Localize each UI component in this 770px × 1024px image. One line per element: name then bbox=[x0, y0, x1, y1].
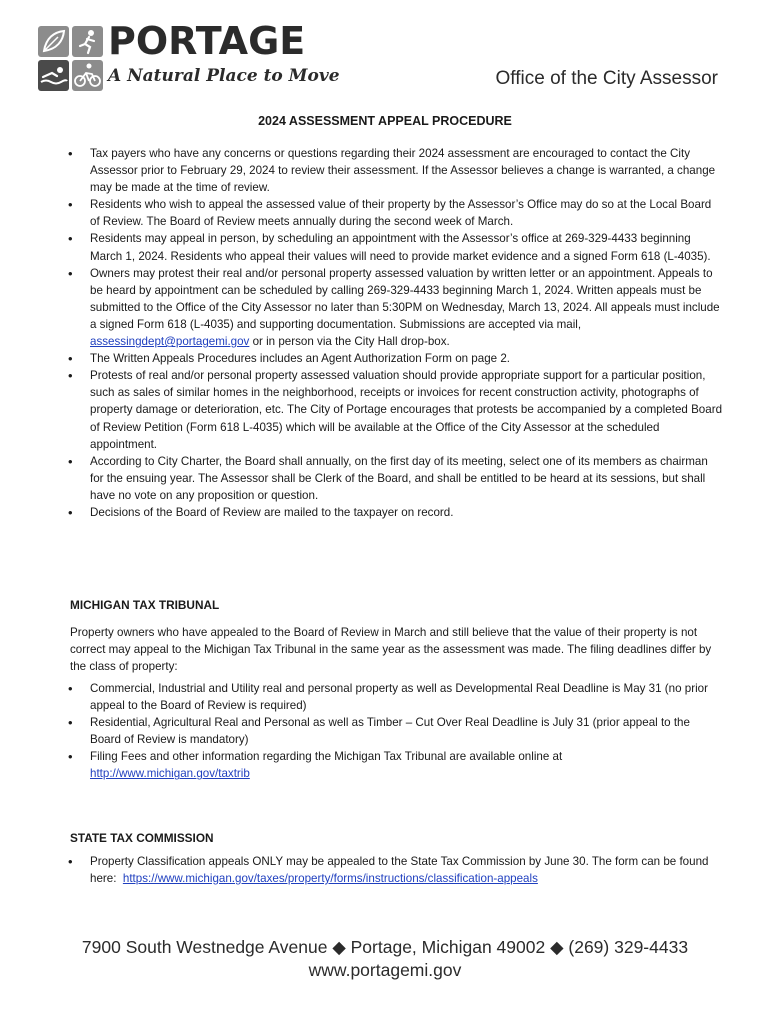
assessing-email-link[interactable]: assessingdept@portagemi.gov bbox=[90, 335, 250, 349]
procedure-list bbox=[90, 145, 724, 521]
tribunal-item: • Commercial, Industrial and Utility real and personal property as well as Developmental Real Deadline is May 31 (no prior appeal to the Board of Review is required) bbox=[90, 680, 724, 714]
office-title: Office of the City Assessor bbox=[495, 68, 718, 89]
tribunal-item: • Residential, Agricultural Real and Personal as well as Timber – Cut Over Real Deadline is July 31 (prior appeal to the Board of Review is mandatory) bbox=[90, 714, 724, 748]
footer-address: 7900 South Westnedge Avenue ◆ Portage, Michigan 49002 ◆ (269) 329-4433 bbox=[81, 937, 689, 957]
leaf-icon bbox=[38, 26, 69, 57]
portage-logo bbox=[38, 19, 340, 92]
cyclist-icon bbox=[72, 60, 103, 91]
stc-item bbox=[90, 853, 724, 887]
stc-heading: STATE TAX COMMISSION bbox=[70, 831, 214, 845]
tribunal-list bbox=[90, 680, 724, 783]
procedure-item: • The Written Appeals Procedures includes an Agent Authorization Form on page 2. bbox=[90, 350, 724, 367]
taxtrib-link[interactable]: http://www.michigan.gov/taxtrib bbox=[90, 767, 250, 781]
procedure-item: • Decisions of the Board of Review are mailed to the taxpayer on record. bbox=[90, 504, 724, 521]
procedure-item bbox=[90, 265, 724, 350]
logo-wordmark: PORTAGE bbox=[108, 19, 306, 63]
footer-website: www.portagemi.gov bbox=[308, 960, 462, 980]
tribunal-intro: Property owners who have appealed to the Board of Review in March and still believe that the value of their property is not correct may appeal to the Michigan Tax Tribunal in the same year as the assessment was made. The filing deadlines differ by the class of property: bbox=[70, 626, 712, 674]
logo-tagline: A Natural Place to Move bbox=[108, 66, 340, 86]
procedure-item-text: or in person via the City Hall drop-box. bbox=[249, 335, 450, 349]
classification-appeals-link[interactable]: https://www.michigan.gov/taxes/property/forms/instructions/classification-appeals bbox=[122, 872, 538, 886]
procedure-item: • Tax payers who have any concerns or questions regarding their 2024 assessment are encouraged to contact the City Assessor prior to February 29, 2024 to review their assessment. If the Assessor believes a change is warranted, a change may be made at the time of review. bbox=[90, 145, 724, 196]
document-title: 2024 ASSESSMENT APPEAL PROCEDURE bbox=[258, 114, 512, 128]
stc-text: Property Classification appeals ONLY may be appealed to the State Tax Commission by June 30. The form can be found here: bbox=[90, 855, 709, 886]
stc-list bbox=[90, 853, 724, 887]
runner-icon bbox=[72, 26, 103, 57]
procedure-item: • Residents who wish to appeal the assessed value of their property by the Assessor’s Office may do so at the Local Board of Review. The Board of Review meets annually during the second week of March. bbox=[90, 196, 724, 230]
procedure-item-text: Owners may protest their real and/or personal property assessed valuation by written letter or an appointment. Appeals to be heard by appointment can be scheduled by calling 269-329-4433 beginning March 1, 2024. Written appeals must be submitted to the Office of the City Assessor no later than 5:30PM on Wednesday, March 13, 2024. All appeals must include a signed Form 618 (L-4035) and supporting documentation. Submissions are accepted via mail, bbox=[90, 266, 720, 331]
procedure-item: • Protests of real and/or personal property assessed valuation should provide appropriate support for a particular position, such as sales of similar homes in the neighborhood, receipts or invoices for recent construction activity, photographs of property damage or deterioration, etc. The City of Portage encourages that protests be accompanied by a completed Board of Review Petition (Form 618 L-4035) which will be available at the Office of the City Assessor at the scheduled appointment. bbox=[90, 367, 724, 452]
procedure-item: • Residents may appeal in person, by scheduling an appointment with the Assessor’s office at 269-329-4433 beginning March 1, 2024. Residents who appeal their values will need to provide market evidence and a signed Form 618 (L-4035). bbox=[90, 230, 724, 264]
logo-icon-grid bbox=[38, 26, 104, 92]
swimmer-icon bbox=[38, 60, 69, 91]
tribunal-heading: MICHIGAN TAX TRIBUNAL bbox=[70, 598, 220, 612]
tribunal-item bbox=[90, 748, 724, 782]
tribunal-fees-text: Filing Fees and other information regarding the Michigan Tax Tribunal are available online at bbox=[90, 750, 563, 764]
procedure-item: • According to City Charter, the Board shall annually, on the first day of its meeting, select one of its members as chairman for the ensuing year. The Assessor shall be Clerk of the Board, and shall be entitled to be heard at its sessions, but shall have no vote on any proposition or question. bbox=[90, 453, 724, 504]
